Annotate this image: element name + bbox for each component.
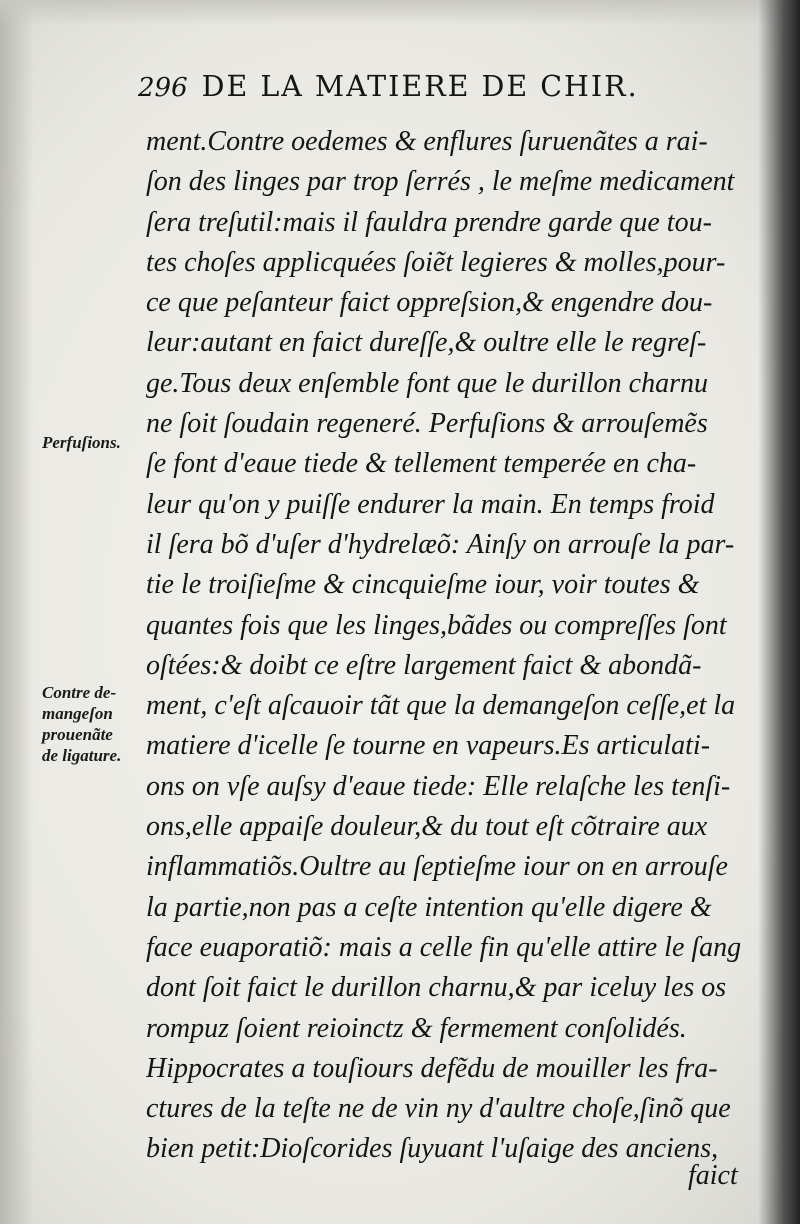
text-line: ment.Contre oedemes & enflures ſuruenãtes a rai- [146, 126, 708, 157]
text-line: oſtées:& doibt ce eſtre largement faict & abondã- [146, 649, 702, 681]
running-title: DE LA MATIERE DE CHIR. [201, 70, 639, 103]
text-line: quantes fois que les linges,bãdes ou compreſſes ſont [146, 609, 727, 641]
text-line: ons on vſe auſsy d'eaue tiede: Elle relaſche les tenſi- [146, 770, 731, 802]
body-text [146, 122, 746, 1170]
text-line: ons,elle appaiſe douleur,& du tout eſt cõtraire aux [146, 811, 708, 843]
text-line: leur:autant en faict dureſſe,& oultre elle le regreſ- [146, 327, 707, 359]
catchword: faict [688, 1160, 738, 1191]
text-line: ment, c'eſt aſcauoir tãt que la demangeſon ceſſe,et la [146, 690, 736, 722]
text-line: il ſera bõ d'uſer d'hydrelæõ: Ainſy on arrouſe la par- [146, 528, 735, 560]
top-shadow [0, 0, 800, 26]
text-line: tes choſes applicquées ſoiẽt legieres & molles,pour- [146, 246, 726, 278]
margin-note-line: Perfuſions. [42, 433, 121, 452]
margin-note-contre-demangeson [42, 682, 146, 766]
margin-note-line: mangeſon [42, 704, 113, 723]
text-line: ſera treſutil:mais il fauldra prendre garde que tou- [146, 206, 712, 238]
margin-note-line: Contre de- [42, 683, 117, 702]
text-line: matiere d'icelle ſe tourne en vapeurs.Es articulati- [146, 730, 711, 762]
text-line: la partie,non pas a ceſte intention qu'elle digere & [146, 891, 712, 923]
text-line: inflammatiõs.Oultre au ſeptieſme iour on en arrouſe [146, 851, 728, 883]
text-line: ctures de la teſte ne de vin ny d'aultre choſe,ſinõ que [146, 1093, 731, 1125]
gutter-shadow [0, 0, 34, 1224]
text-line: dont ſoit faict le durillon charnu,& par iceluy les os [146, 972, 727, 1004]
page-edge-shadow [758, 0, 800, 1224]
page-header [138, 70, 738, 114]
text-line: ge.Tous deux enſemble font que le durillon charnu [146, 367, 708, 399]
text-line: ſe font d'eaue tiede & tellement temperée en cha- [146, 448, 697, 480]
text-line: Hippocrates a touſiours defẽdu de mouiller les fra- [146, 1052, 718, 1084]
text-line: face euaporatiõ: mais a celle fin qu'elle attire le ſang [146, 931, 742, 963]
text-line: ſon des linges par trop ſerrés , le meſme medicament [146, 166, 735, 198]
margin-note-perfusions [42, 432, 146, 453]
text-line: rompuz ſoient reioinctz & fermement conſolidés. [146, 1012, 687, 1044]
page-number: 296 [138, 73, 188, 103]
text-line: leur qu'on y puiſſe endurer la main. En temps froid [146, 488, 715, 520]
text-line: ne ſoit ſoudain regeneré. Perfuſions & arrouſemẽs [146, 408, 708, 440]
text-line: tie le troiſieſme & cincquieſme iour, voir toutes & [146, 569, 700, 601]
margin-note-line: prouenãte [42, 725, 113, 744]
text-line: bien petit:Dioſcorides ſuyuant l'uſaige des anciens, [146, 1133, 719, 1165]
text-line: ce que peſanteur faict oppreſsion,& engendre dou- [146, 287, 713, 319]
margin-note-line: de ligature. [42, 746, 122, 765]
